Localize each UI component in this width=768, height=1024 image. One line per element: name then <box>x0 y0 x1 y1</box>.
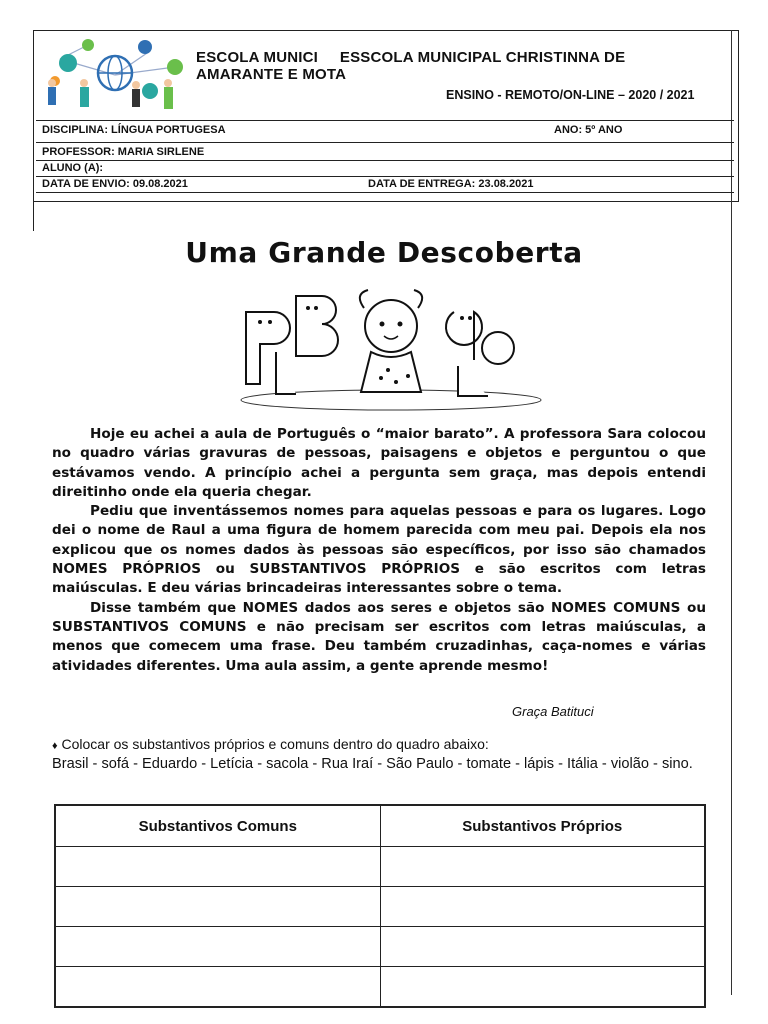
girl-with-letters-illustration-icon <box>236 282 546 412</box>
page-right-border <box>731 30 736 995</box>
story-title: Uma Grande Descoberta <box>185 236 583 269</box>
data-envio-field: DATA DE ENVIO: 09.08.2021 <box>42 178 188 190</box>
answer-cell[interactable] <box>55 967 380 1008</box>
ensino-label: ENSINO - REMOTO/ON-LINE – 2020 / 2021 <box>446 88 695 102</box>
divider <box>36 120 734 121</box>
answer-cell[interactable] <box>380 927 705 967</box>
school-name-line2: AMARANTE E MOTA <box>196 66 347 83</box>
divider <box>36 160 734 161</box>
disciplina-field: DISCIPLINA: LÍNGUA PORTUGESA <box>42 124 226 136</box>
answer-cell[interactable] <box>55 887 380 927</box>
substantivos-table <box>54 804 706 1008</box>
column-header-comuns: Substantivos Comuns <box>55 805 380 847</box>
data-entrega-field: DATA DE ENTREGA: 23.08.2021 <box>368 178 534 190</box>
school-name <box>196 49 716 83</box>
story-text <box>52 425 706 676</box>
column-header-proprios: Substantivos Próprios <box>380 805 705 847</box>
table-row <box>55 887 705 927</box>
school-name-part-a: ESCOLA MUNICI <box>196 49 319 66</box>
answer-cell[interactable] <box>55 847 380 887</box>
divider <box>36 192 734 193</box>
table-row <box>55 967 705 1008</box>
school-name-part-b: ESSCOLA MUNICIPAL CHRISTINNA DE <box>339 49 626 66</box>
professor-field: PROFESSOR: MARIA SIRLENE <box>42 146 205 158</box>
table-row <box>55 847 705 887</box>
instruction-text: Colocar os substantivos próprios e comuns dentro do quadro abaixo: <box>61 736 489 752</box>
story-paragraph: Pediu que inventássemos nomes para aquelas pessoas e para os lugares. Logo dei o nome de Raul a uma figura de homem parecida com meu pai. Depois ela nos explicou que os nomes dados às pessoas são específicos, por isso são chamados NOMES PRÓPRIOS ou SUBSTANTIVOS PRÓPRIOS e são escritos com letras maiúsculas. E deu várias brincadeiras interessantes sobre o tema. <box>52 503 706 597</box>
divider <box>36 176 734 177</box>
answer-cell[interactable] <box>380 967 705 1008</box>
page-left-border <box>33 195 34 231</box>
answer-cell[interactable] <box>55 927 380 967</box>
story-author: Graça Batituci <box>512 704 594 719</box>
exercise-instruction <box>52 735 722 755</box>
answer-cell[interactable] <box>380 847 705 887</box>
story-paragraph: Disse também que NOMES dados aos seres e objetos são NOMES COMUNS ou SUBSTANTIVOS COMUNS e não precisam ser escritos com letras maiúsculas, a menos que comecem uma frase. Deu também cruzadinhas, caça-nomes e várias atividades diferentes. Uma aula assim, a gente aprende mesmo! <box>52 599 706 674</box>
bullet-icon: ♦ <box>52 740 58 752</box>
word-list: Brasil - sofá - Eduardo - Letícia - sacola - Rua Iraí - São Paulo - tomate - lápis - Itália - violão - sino. <box>52 756 693 772</box>
school-network-logo-icon <box>40 37 188 119</box>
aluno-field: ALUNO (A): <box>42 162 104 174</box>
table-row <box>55 927 705 967</box>
answer-cell[interactable] <box>380 887 705 927</box>
divider <box>36 142 734 143</box>
story-paragraph: Hoje eu achei a aula de Português o “maior barato”. A professora Sara colocou no quadro várias gravuras de pessoas, paisagens e objetos e perguntou o que estávamos vendo. A princípio achei a pergunta sem graça, mas depois entendi direitinho onde ela queria chegar. <box>52 426 706 500</box>
ano-field: ANO: 5º ANO <box>554 124 623 136</box>
